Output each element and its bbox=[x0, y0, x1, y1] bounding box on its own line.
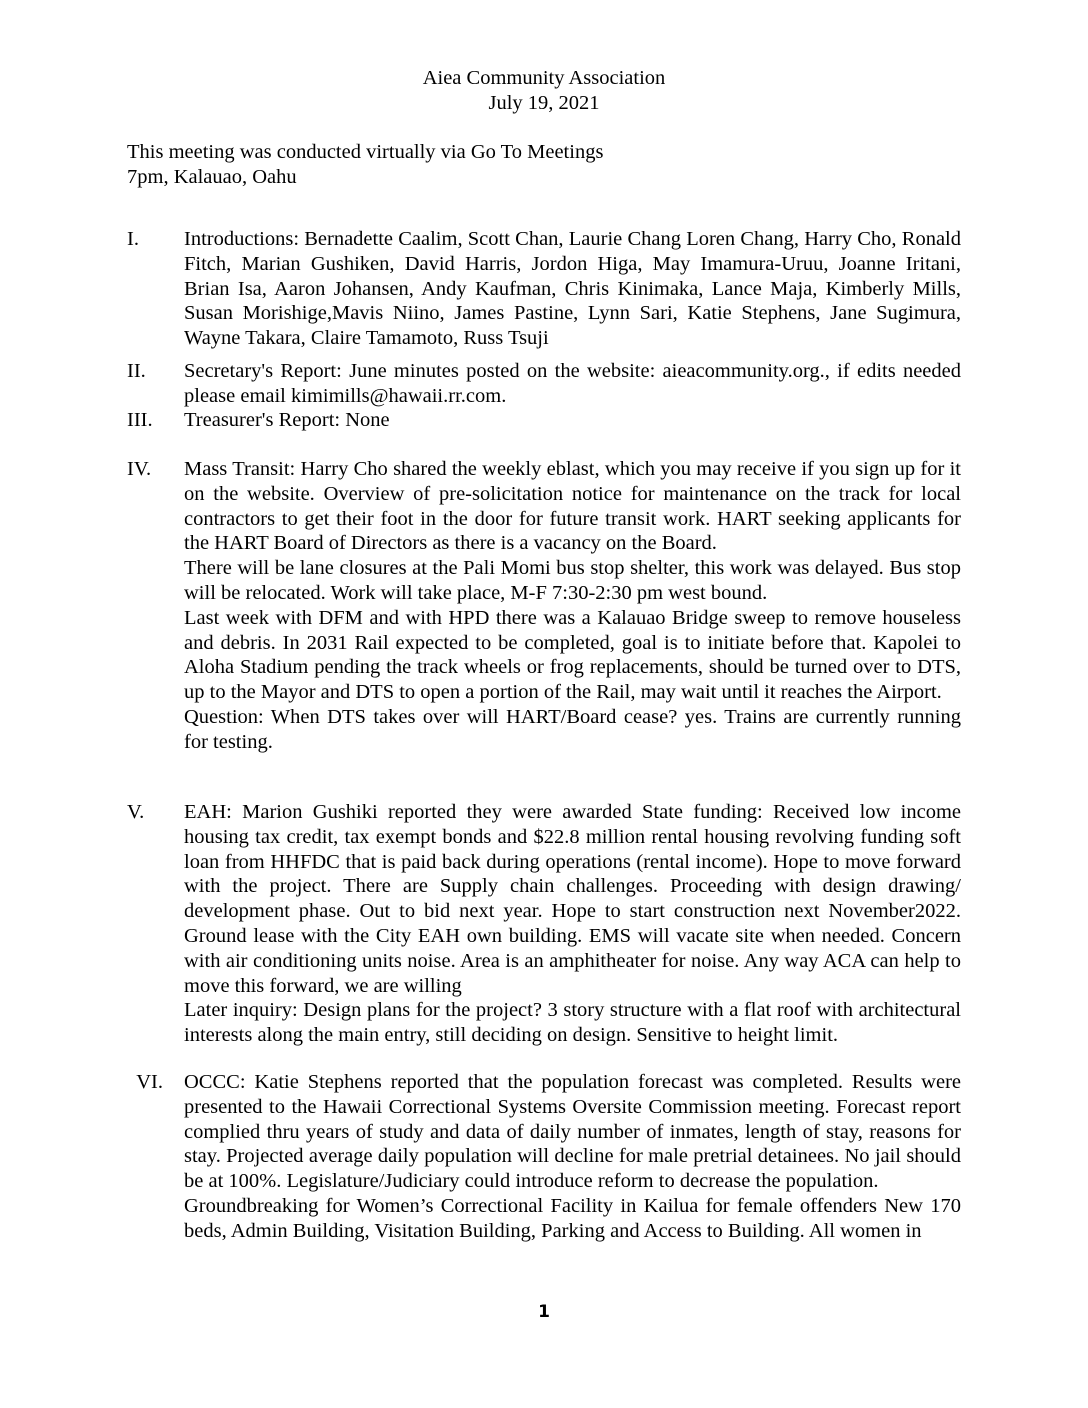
section-paragraph: There will be lane closures at the Pali Momi bus stop shelter, this work was delayed. Bus stop will be relocated. Work will take place, M-F 7:30-2:30 pm west bound. bbox=[184, 557, 961, 604]
section-paragraph: Later inquiry: Design plans for the project? 3 story structure with a flat roof with architectural interests along the main entry, still deciding on design. Sensitive to height limit. bbox=[184, 999, 961, 1047]
meeting-intro bbox=[127, 140, 967, 190]
section-number: IV. bbox=[127, 458, 152, 480]
section-number: V. bbox=[127, 801, 145, 823]
section-paragraph: OCCC: Katie Stephens reported that the population forecast was completed. Results were presented to the Hawaii Correctional Systems Oversite Commission meeting. Forecast report complied thru years of study and data of daily number of inmates, length of stay, reasons for stay. Projected average daily population will decline for male pretrial detainees. No jail should be at 100%. Legislature/Judiciary could introduce reform to decrease the population. bbox=[184, 1071, 961, 1193]
section-paragraph: Last week with DFM and with HPD there was a Kalauao Bridge sweep to remove houseless and debris. In 2031 Rail expected to be completed, goal is to initiate before that. Kapolei to Aloha Stadium pending the track wheels or frog replacements, should be turned over to DTS, up to the Mayor and DTS to open a portion of the Rail, may wait until it reaches the Airport. bbox=[184, 606, 961, 704]
section-number: II. bbox=[127, 360, 146, 382]
section-mass-transit bbox=[127, 457, 961, 755]
section-text: Introductions: Bernadette Caalim, Scott Chan, Laurie Chang Loren Chang, Harry Cho, Ronald Fitch, Marian Gushiken, David Harris, Jordon Higa, May Imamura-Uruu, Joanne Iritani, Brian Isa, Aaron Johansen, Andy Kaufman, Chris Kinimaka, Lance Maja, Kimberly Mills, Susan Morishige,Mavis Niino, James Pastine, Lynn Sari, Katie Stephens, Jane Sugimura, Wayne Takara, Claire Tamamoto, Russ Tsuji bbox=[184, 228, 961, 350]
section-paragraph: Groundbreaking for Women’s Correctional Facility in Kailua for female offenders New 170 beds, Admin Building, Visitation Building, Parking and Access to Building. All women in bbox=[184, 1194, 961, 1242]
section-number: III. bbox=[127, 409, 153, 431]
section-paragraph: Mass Transit: Harry Cho shared the weekly eblast, which you may receive if you sign up for it on the website. Overview of pre-solicitation notice for maintenance on the track for local contractors to get their foot in the door for future transit work. HART seeking applicants for the HART Board of Directors as there is a vacancy on the Board. bbox=[184, 458, 961, 555]
section-treasurer-report bbox=[127, 408, 961, 433]
meeting-format: This meeting was conducted virtually via Go To Meetings bbox=[127, 141, 604, 163]
organization-name: Aiea Community Association bbox=[422, 67, 666, 89]
section-introductions bbox=[127, 227, 961, 351]
section-text: Treasurer's Report: None bbox=[184, 409, 390, 431]
document-header bbox=[0, 66, 1088, 116]
section-paragraph: Question: When DTS takes over will HART/Board cease? yes. Trains are currently running for testing. bbox=[184, 705, 961, 753]
section-occc bbox=[127, 1070, 961, 1244]
section-secretary-report bbox=[127, 359, 961, 409]
section-paragraph: EAH: Marion Gushiki reported they were awarded State funding: Received low income housing tax credit, tax exempt bonds and $22.8 million rental housing revolving funding soft loan from HHFDC that is paid back during operations (rental income). Hope to move forward with the project. There are Supply chain challenges. Proceeding with design drawing/ development phase. Out to bid next year. Hope to start construction next November2022. Ground lease with the City EAH own building. EMS will vacate site when needed. Concern with air conditioning units noise. Area is an amphitheater for noise. Any way ACA can help to move this forward, we are willing bbox=[184, 801, 961, 997]
page-number: 1 bbox=[538, 1302, 550, 1322]
meeting-time-location: 7pm, Kalauao, Oahu bbox=[127, 165, 297, 188]
section-number: I. bbox=[127, 228, 139, 250]
section-eah bbox=[127, 800, 961, 1048]
section-number: VI. bbox=[136, 1071, 163, 1093]
section-text: Secretary's Report: June minutes posted on the website: aieacommunity.org., if edits needed please email kimimills@hawaii.rr.com. bbox=[184, 360, 961, 407]
meeting-date: July 19, 2021 bbox=[488, 91, 600, 114]
